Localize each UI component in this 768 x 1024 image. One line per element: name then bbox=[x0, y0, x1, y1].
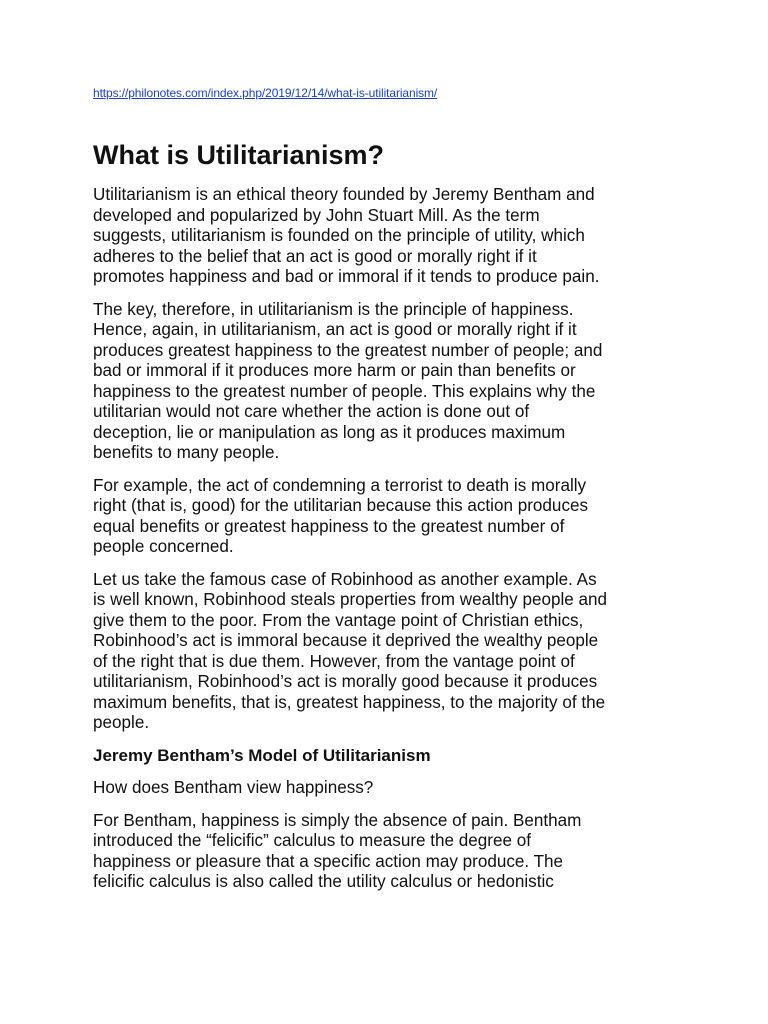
text-line: deception, lie or manipulation as long as it produces maximum bbox=[93, 422, 566, 442]
text-line: produces greatest happiness to the greatest number of people; and bbox=[93, 340, 603, 360]
text-line: For Bentham, happiness is simply the absence of pain. Bentham bbox=[93, 810, 582, 830]
text-line: people. bbox=[93, 713, 150, 732]
section-heading: Jeremy Bentham’s Model of Utilitarianism bbox=[93, 745, 431, 765]
paragraph-robinhood-example bbox=[93, 570, 693, 734]
text-line: felicific calculus is also called the utility calculus or hedonistic bbox=[93, 872, 554, 891]
text-line: developed and popularized by John Stuart Mill. As the term bbox=[93, 205, 540, 225]
text-line: benefits to many people. bbox=[93, 443, 280, 462]
text-line: Let us take the famous case of Robinhood as another example. As bbox=[93, 569, 597, 589]
text-line: promotes happiness and bad or immoral if it tends to produce pain. bbox=[93, 267, 600, 286]
paragraph-terrorist-example bbox=[93, 476, 693, 558]
text-line: people concerned. bbox=[93, 537, 234, 556]
paragraph-definition bbox=[93, 185, 693, 288]
text-line: Utilitarianism is an ethical theory founded by Jeremy Bentham and bbox=[93, 185, 595, 204]
article-body bbox=[93, 185, 693, 905]
text-line: give them to the poor. From the vantage point of Christian ethics, bbox=[93, 610, 584, 630]
source-url-link[interactable]: https://philonotes.com/index.php/2019/12/14/what-is-utilitarianism/ bbox=[93, 86, 438, 100]
text-line: Robinhood’s act is immoral because it deprived the wealthy people bbox=[93, 631, 599, 650]
text-line: For example, the act of condemning a terrorist to death is morally bbox=[93, 475, 587, 495]
text-line: happiness to the greatest number of people. This explains why the bbox=[93, 381, 596, 401]
page-title: What is Utilitarianism? bbox=[93, 140, 385, 170]
text-line: is well known, Robinhood steals properties from wealthy people and bbox=[93, 590, 608, 609]
text-line: bad or immoral if it produces more harm or pain than benefits or bbox=[93, 361, 576, 380]
text-line: Hence, again, in utilitarianism, an act is good or morally right if it bbox=[93, 320, 577, 339]
text-line: utilitarianism, Robinhood’s act is morally good because it produces bbox=[93, 672, 598, 691]
paragraph-felicific-calculus bbox=[93, 811, 693, 893]
text-line: right (that is, good) for the utilitarian because this action produces bbox=[93, 496, 589, 515]
text-line: adheres to the belief that an act is good or morally right if it bbox=[93, 246, 537, 266]
text-line: introduced the “felicific” calculus to measure the degree of bbox=[93, 831, 532, 850]
text-line: of the right that is due them. However, from the vantage point of bbox=[93, 651, 575, 671]
text-line: The key, therefore, in utilitarianism is the principle of happiness. bbox=[93, 299, 574, 319]
text-line: happiness or pleasure that a specific action may produce. The bbox=[93, 851, 564, 871]
text-line: maximum benefits, that is, greatest happiness, to the majority of the bbox=[93, 692, 606, 712]
text-line: suggests, utilitarianism is founded on the principle of utility, which bbox=[93, 226, 585, 245]
section-question: How does Bentham view happiness? bbox=[93, 778, 374, 797]
text-line: utilitarian would not care whether the action is done out of bbox=[93, 402, 530, 421]
text-line: equal benefits or greatest happiness to the greatest number of bbox=[93, 516, 565, 536]
paragraph-principle-of-happiness bbox=[93, 300, 693, 464]
